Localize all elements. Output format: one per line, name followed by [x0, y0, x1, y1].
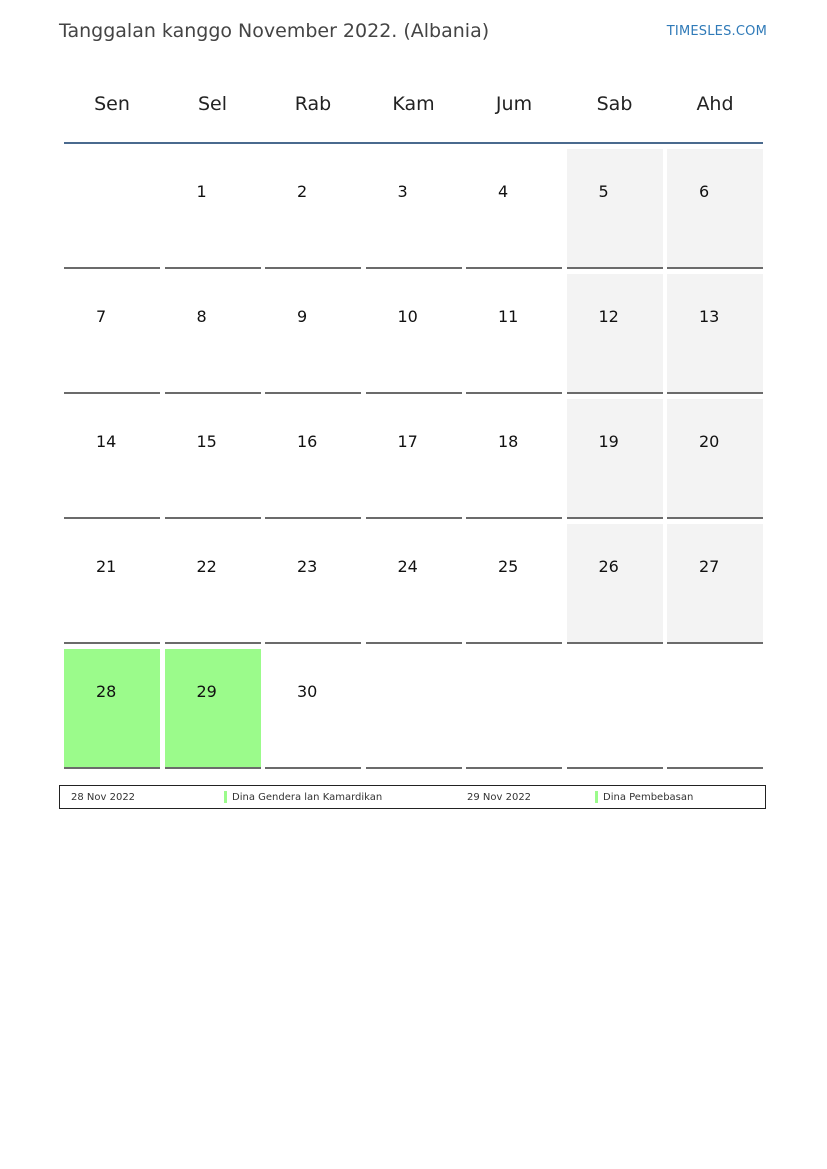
legend-date: 29 Nov 2022 [467, 792, 532, 803]
day-number: 1 [196, 182, 207, 201]
week-row [64, 649, 763, 769]
day-cell-weekend [567, 274, 663, 394]
day-cell [366, 649, 462, 769]
day-number: 27 [699, 557, 720, 576]
day-cell [165, 149, 261, 269]
day-number: 5 [598, 182, 609, 201]
day-cell-weekend [667, 399, 763, 519]
day-cell [165, 399, 261, 519]
day-cell [466, 149, 562, 269]
day-number: 20 [699, 432, 720, 451]
day-cell [265, 649, 361, 769]
day-cell-holiday [64, 649, 160, 769]
day-number: 18 [498, 432, 519, 451]
day-number: 29 [196, 682, 217, 701]
header-divider [64, 142, 763, 144]
day-number: 17 [397, 432, 418, 451]
day-number: 24 [397, 557, 418, 576]
weekday-label: Rab [294, 93, 332, 115]
day-cell [567, 649, 663, 769]
day-number: 19 [598, 432, 619, 451]
weekday-label: Kam [392, 93, 435, 115]
day-number: 7 [96, 307, 107, 326]
day-number: 2 [297, 182, 308, 201]
holiday-color-marker [595, 791, 598, 803]
weekday-label: Jum [495, 93, 533, 115]
day-number: 6 [699, 182, 710, 201]
day-number: 10 [397, 307, 418, 326]
brand-link[interactable]: TIMESLES.COM [666, 24, 767, 39]
day-number: 26 [598, 557, 619, 576]
day-number: 3 [397, 182, 408, 201]
holiday-color-marker [224, 791, 227, 803]
day-cell [466, 274, 562, 394]
day-cell [265, 274, 361, 394]
day-cell-weekend [667, 149, 763, 269]
legend-holiday-name: Dina Gendera lan Kamardikan [232, 792, 383, 803]
day-number: 14 [96, 432, 117, 451]
day-number: 8 [196, 307, 207, 326]
day-cell [265, 149, 361, 269]
weekday-label: Sel [197, 93, 228, 115]
holiday-legend [59, 785, 766, 809]
page-title: Tanggalan kanggo November 2022. (Albania) [59, 20, 490, 42]
day-cell [165, 524, 261, 644]
week-row [64, 274, 763, 394]
day-number: 23 [297, 557, 318, 576]
day-number: 16 [297, 432, 318, 451]
day-cell [667, 649, 763, 769]
day-cell [265, 399, 361, 519]
weekday-label: Sen [94, 93, 130, 115]
day-cell-weekend [567, 149, 663, 269]
day-number: 28 [96, 682, 117, 701]
weeks-grid [64, 149, 763, 769]
day-cell [64, 399, 160, 519]
day-cell-weekend [667, 524, 763, 644]
day-cell [265, 524, 361, 644]
day-number: 4 [498, 182, 509, 201]
weekday-label: Sab [596, 93, 633, 115]
day-cell-weekend [567, 524, 663, 644]
month-calendar [64, 84, 763, 774]
day-number: 22 [196, 557, 217, 576]
day-cell [64, 524, 160, 644]
weekday-header [64, 84, 763, 142]
day-cell [366, 149, 462, 269]
day-cell-weekend [667, 274, 763, 394]
day-cell [466, 649, 562, 769]
legend-date: 28 Nov 2022 [71, 792, 136, 803]
day-number: 30 [297, 682, 318, 701]
day-number: 15 [196, 432, 217, 451]
day-cell [466, 524, 562, 644]
day-cell [366, 274, 462, 394]
week-row [64, 399, 763, 519]
day-number: 21 [96, 557, 117, 576]
week-row [64, 524, 763, 644]
day-number: 11 [498, 307, 519, 326]
day-number: 12 [598, 307, 619, 326]
day-number: 13 [699, 307, 720, 326]
weekday-label: Ahd [696, 93, 734, 115]
day-number: 25 [498, 557, 519, 576]
day-cell-holiday [165, 649, 261, 769]
week-row [64, 149, 763, 269]
day-cell [165, 274, 261, 394]
legend-holiday-name: Dina Pembebasan [603, 792, 694, 803]
day-cell [366, 399, 462, 519]
day-cell [466, 399, 562, 519]
day-cell [64, 149, 160, 269]
day-cell [64, 274, 160, 394]
day-number: 9 [297, 307, 308, 326]
day-cell-weekend [567, 399, 663, 519]
day-cell [366, 524, 462, 644]
